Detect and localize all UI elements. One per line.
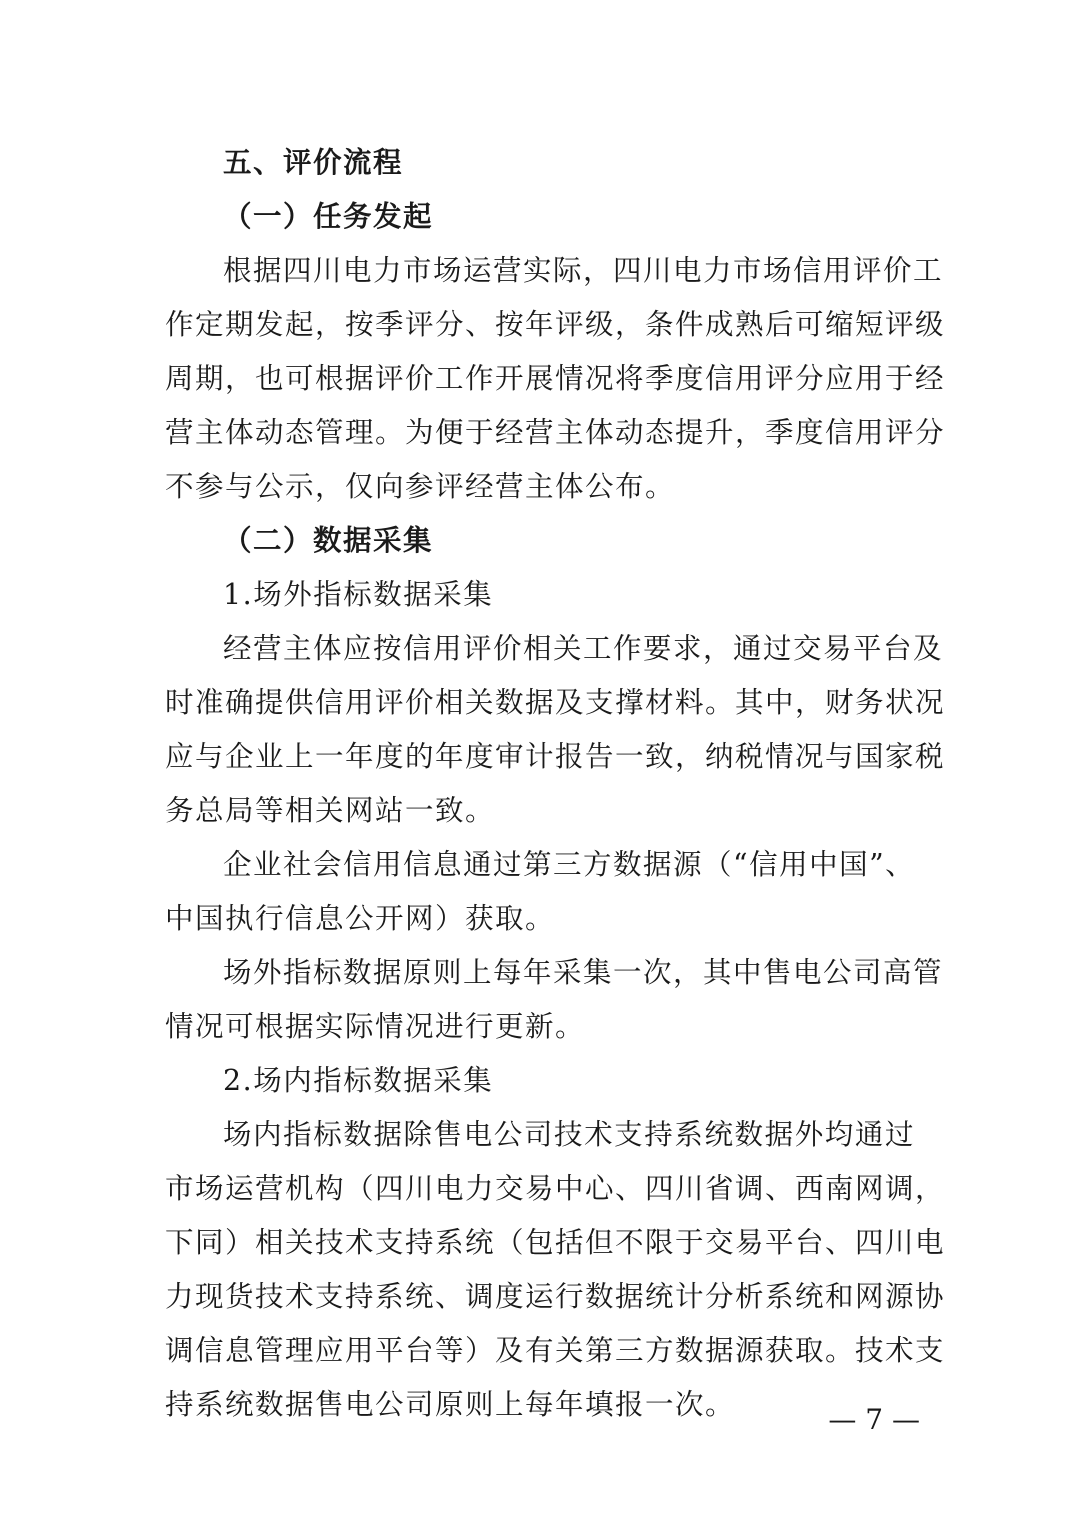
paragraph-line: 市场运营机构（四川电力交易中心、四川省调、西南网调， — [165, 1172, 946, 1205]
paragraph-line: 场内指标数据除售电公司技术支持系统数据外均通过 — [223, 1118, 915, 1151]
paragraph-line: 不参与公示，仅向参评经营主体公布。 — [165, 470, 676, 503]
sub-heading-data-collection: （二）数据采集 — [223, 524, 434, 557]
paragraph-line: 经营主体应按信用评价相关工作要求，通过交易平台及 — [223, 632, 944, 665]
paragraph-line: 企业社会信用信息通过第三方数据源（“信用中国”、 — [223, 848, 916, 881]
paragraph-line: 情况可根据实际情况进行更新。 — [165, 1010, 586, 1043]
paragraph-line: 应与企业上一年度的年度审计报告一致，纳税情况与国家税 — [165, 740, 946, 773]
paragraph-line: 周期，也可根据评价工作开展情况将季度信用评分应用于经 — [165, 362, 946, 395]
section-heading: 五、评价流程 — [223, 146, 404, 179]
item-title-onsite: 2.场内指标数据采集 — [223, 1064, 494, 1097]
paragraph-line: 下同）相关技术支持系统（包括但不限于交易平台、四川电 — [165, 1226, 946, 1259]
paragraph-line: 持系统数据售电公司原则上每年填报一次。 — [165, 1388, 736, 1421]
paragraph-line: 作定期发起，按季评分、按年评级，条件成熟后可缩短评级 — [165, 308, 946, 341]
paragraph-line: 中国执行信息公开网）获取。 — [165, 902, 556, 935]
page-number: — 7 — — [828, 1403, 920, 1436]
paragraph-line: 务总局等相关网站一致。 — [165, 794, 496, 827]
sub-heading-task-initiation: （一）任务发起 — [223, 200, 434, 233]
paragraph-line: 营主体动态管理。为便于经营主体动态提升，季度信用评分 — [165, 416, 946, 449]
paragraph-line: 时准确提供信用评价相关数据及支撑材料。其中，财务状况 — [165, 686, 946, 719]
paragraph-line: 场外指标数据原则上每年采集一次，其中售电公司高管 — [223, 956, 944, 989]
document-body — [165, 136, 946, 1432]
item-title-offsite: 1.场外指标数据采集 — [223, 578, 494, 611]
paragraph-line: 根据四川电力市场运营实际，四川电力市场信用评价工 — [223, 254, 944, 287]
paragraph-line: 力现货技术支持系统、调度运行数据统计分析系统和网源协 — [165, 1280, 946, 1313]
paragraph-line: 调信息管理应用平台等）及有关第三方数据源获取。技术支 — [165, 1334, 946, 1367]
